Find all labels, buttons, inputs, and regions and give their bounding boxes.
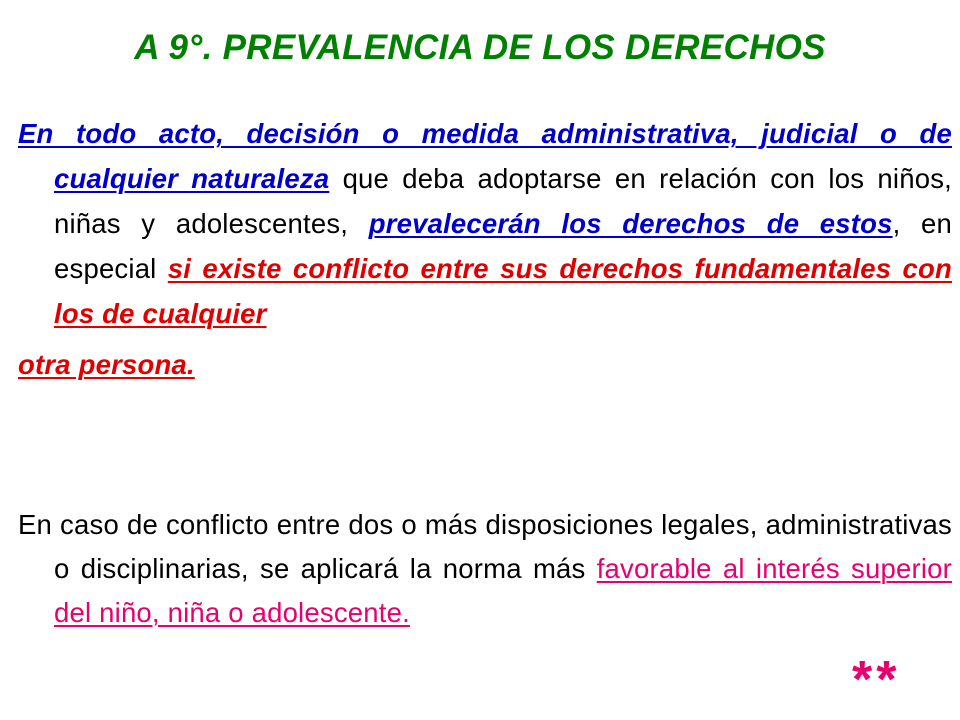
plain-text: , en especial	[54, 208, 953, 284]
emphasis-red-conflict-end: otra persona.	[18, 349, 195, 380]
paragraph-prevalence	[18, 111, 952, 387]
emphasis-pink-best-interest: favorable al interés superior del niño, niña o adolescente.	[54, 553, 952, 628]
emphasis-blue-scope: En todo acto, decisión o medida administrativa, judicial o de cualquier naturaleza	[18, 118, 952, 194]
double-asterisk-marker: **	[852, 651, 901, 709]
paragraph-conflict-norms	[18, 503, 952, 635]
emphasis-blue-prevail: prevalecerán los derechos de estos	[368, 208, 893, 239]
plain-text: En caso de conflicto entre dos o más disposiciones legales, administrativas o disciplinarias, se aplicará la norma más	[18, 509, 952, 584]
emphasis-red-conflict: si existe conflicto entre sus derechos fundamentales con los de cualquier	[54, 253, 952, 329]
plain-text: que deba adoptarse en relación con los niños, niñas y adolescentes,	[54, 163, 952, 239]
slide-title: A 9°. PREVALENCIA DE LOS DERECHOS	[134, 28, 826, 67]
